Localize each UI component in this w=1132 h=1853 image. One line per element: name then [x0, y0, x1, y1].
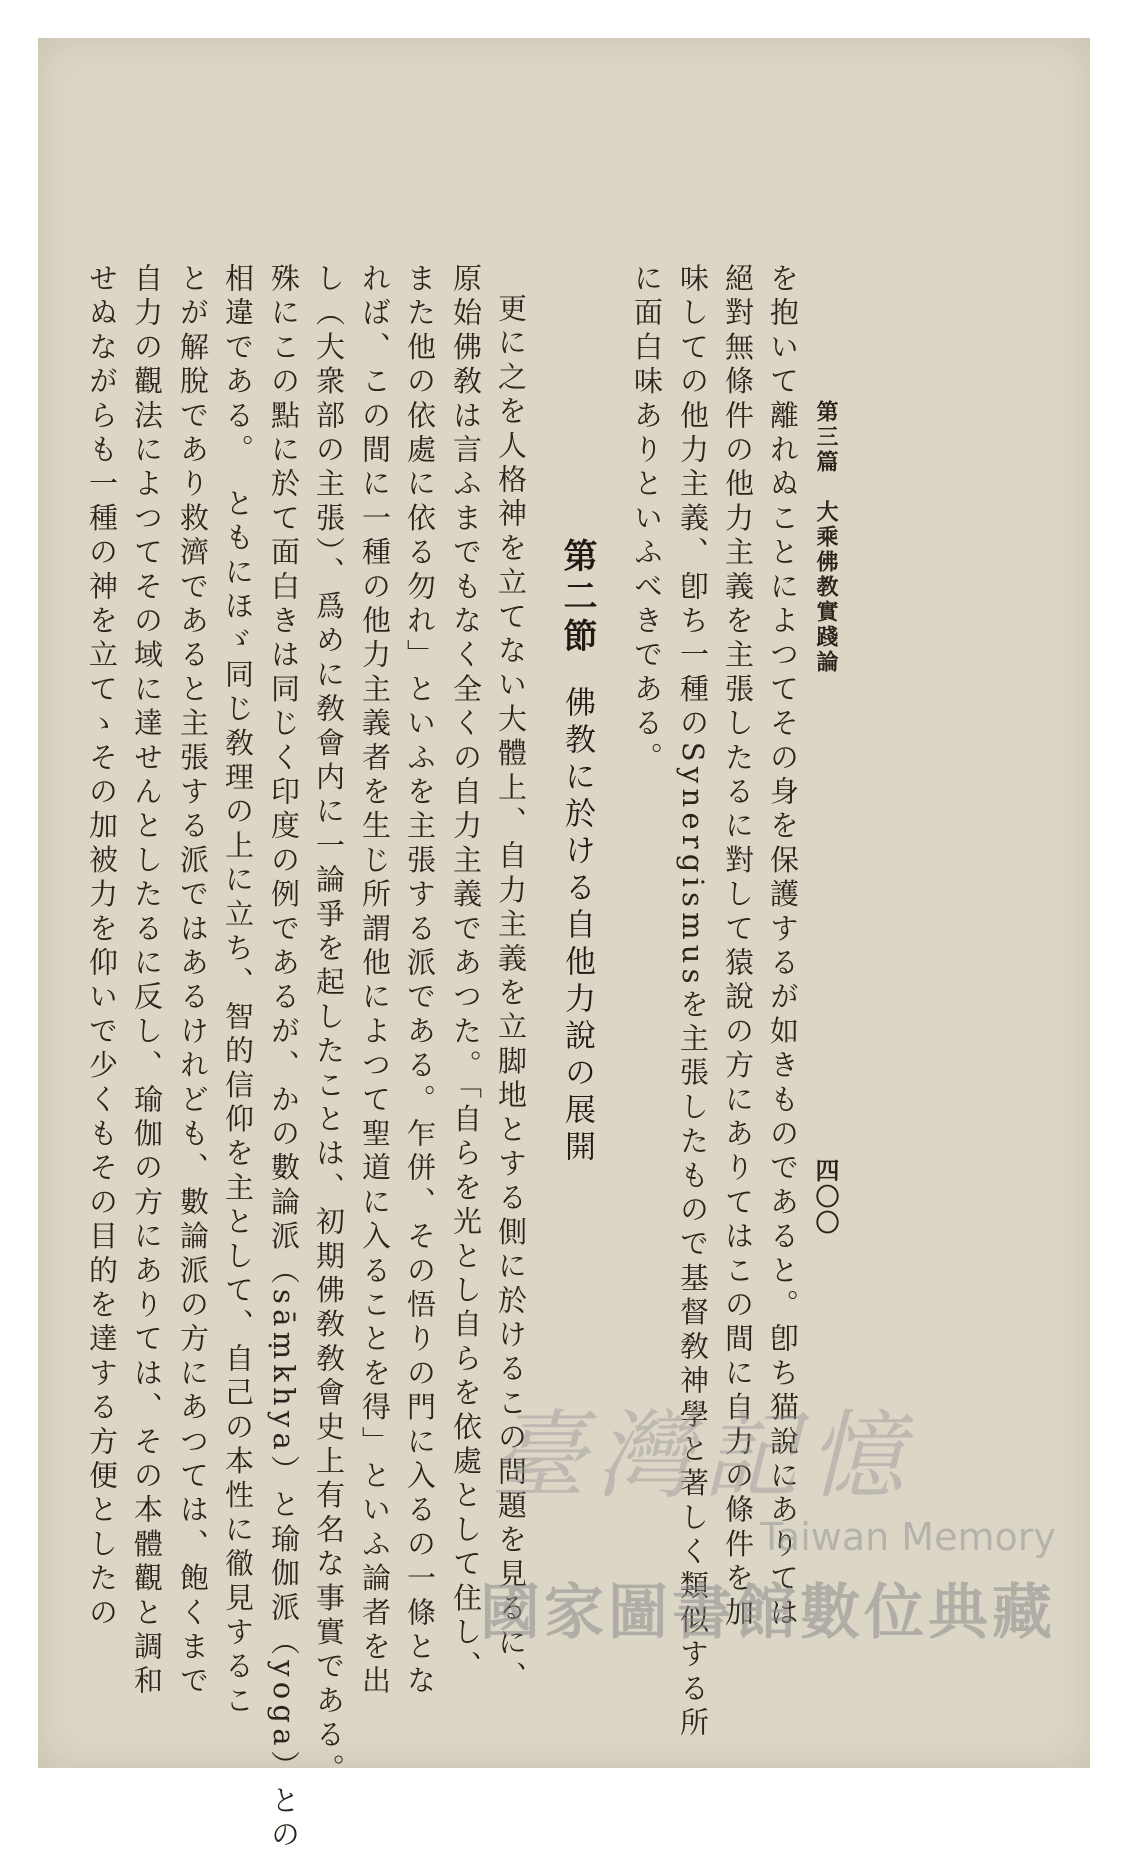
text-column-10: 殊にこの點に於て面白きは同じく印度の例であるが、かの數論派（sāṃkhya）と瑜伽派（yoga）との [267, 263, 301, 1853]
text-column-4: に面白味ありといふべきである。 [630, 263, 664, 776]
text-column-12: とが解脫であり救濟であると主張する派ではあるけれども、數論派の方にあつては、飽くまで [176, 263, 210, 1700]
section-title: 佛教に於ける自他力說の展開 [559, 686, 595, 1167]
section-heading [553, 538, 602, 1167]
running-title: 第三篇 大乘佛教實踐論 [813, 400, 838, 675]
watermark-organization: 國家圖書館數位典藏 [480, 1578, 1056, 1648]
text-column-8: れば、この間に一種の他力主義者を生じ所謂他によつて聖道に入ることを得」といふ論者を出 [358, 263, 392, 1700]
text-column-6: 原始佛敎は言ふまでもなく全くの自力主義であつた。「自らを光とし自らを依處として住し、 [449, 263, 483, 1685]
text-column-14: せぬながらも一種の神を立てゝその加被力を仰いで少くもその目的を達する方便としたの [85, 263, 119, 1631]
text-column-5: 更に之を人格神を立てない大體上、自力主義を立脚地とする側に於けるこの問題を見るに、 [494, 293, 528, 1696]
text-column-1: を抱いて離れぬことによつてその身を保護するが如きものであると。卽ち猫說にありては [766, 263, 800, 1631]
text-column-13: 自力の觀法によつてその域に達せんとしたるに反し、瑜伽の方にありては、その本體觀と調和 [130, 263, 164, 1700]
text-column-9: し（大衆部の主張）、爲めに敎會内に一論爭を起したことは、初期佛敎敎會史上有名な事實である。 [312, 263, 346, 1788]
text-column-11: 相違である。 ともにほゞ同じ敎理の上に立ち、智的信仰を主として、自己の本性に徹見するこ [221, 263, 255, 1720]
text-column-2: 絕對無條件の他力主義を主張したるに對して猿說の方にありてはこの間に自力の條件を加 [721, 263, 755, 1631]
watermark-logo: 臺灣記憶 [490, 1400, 914, 1512]
section-number: 第二節 [557, 538, 597, 658]
watermark-english: Taiwan Memory [760, 1515, 1056, 1559]
text-column-3: 味しての他力主義、卽ち一種のSynergismusを主張したもので基督敎神學と著しく類似する所 [676, 263, 710, 1742]
text-column-7: また他の依處に依る勿れ」といふを主張する派である。乍併、その悟りの門に入るの一條とな [403, 263, 437, 1700]
page-number: 四〇〇 [811, 1158, 839, 1236]
